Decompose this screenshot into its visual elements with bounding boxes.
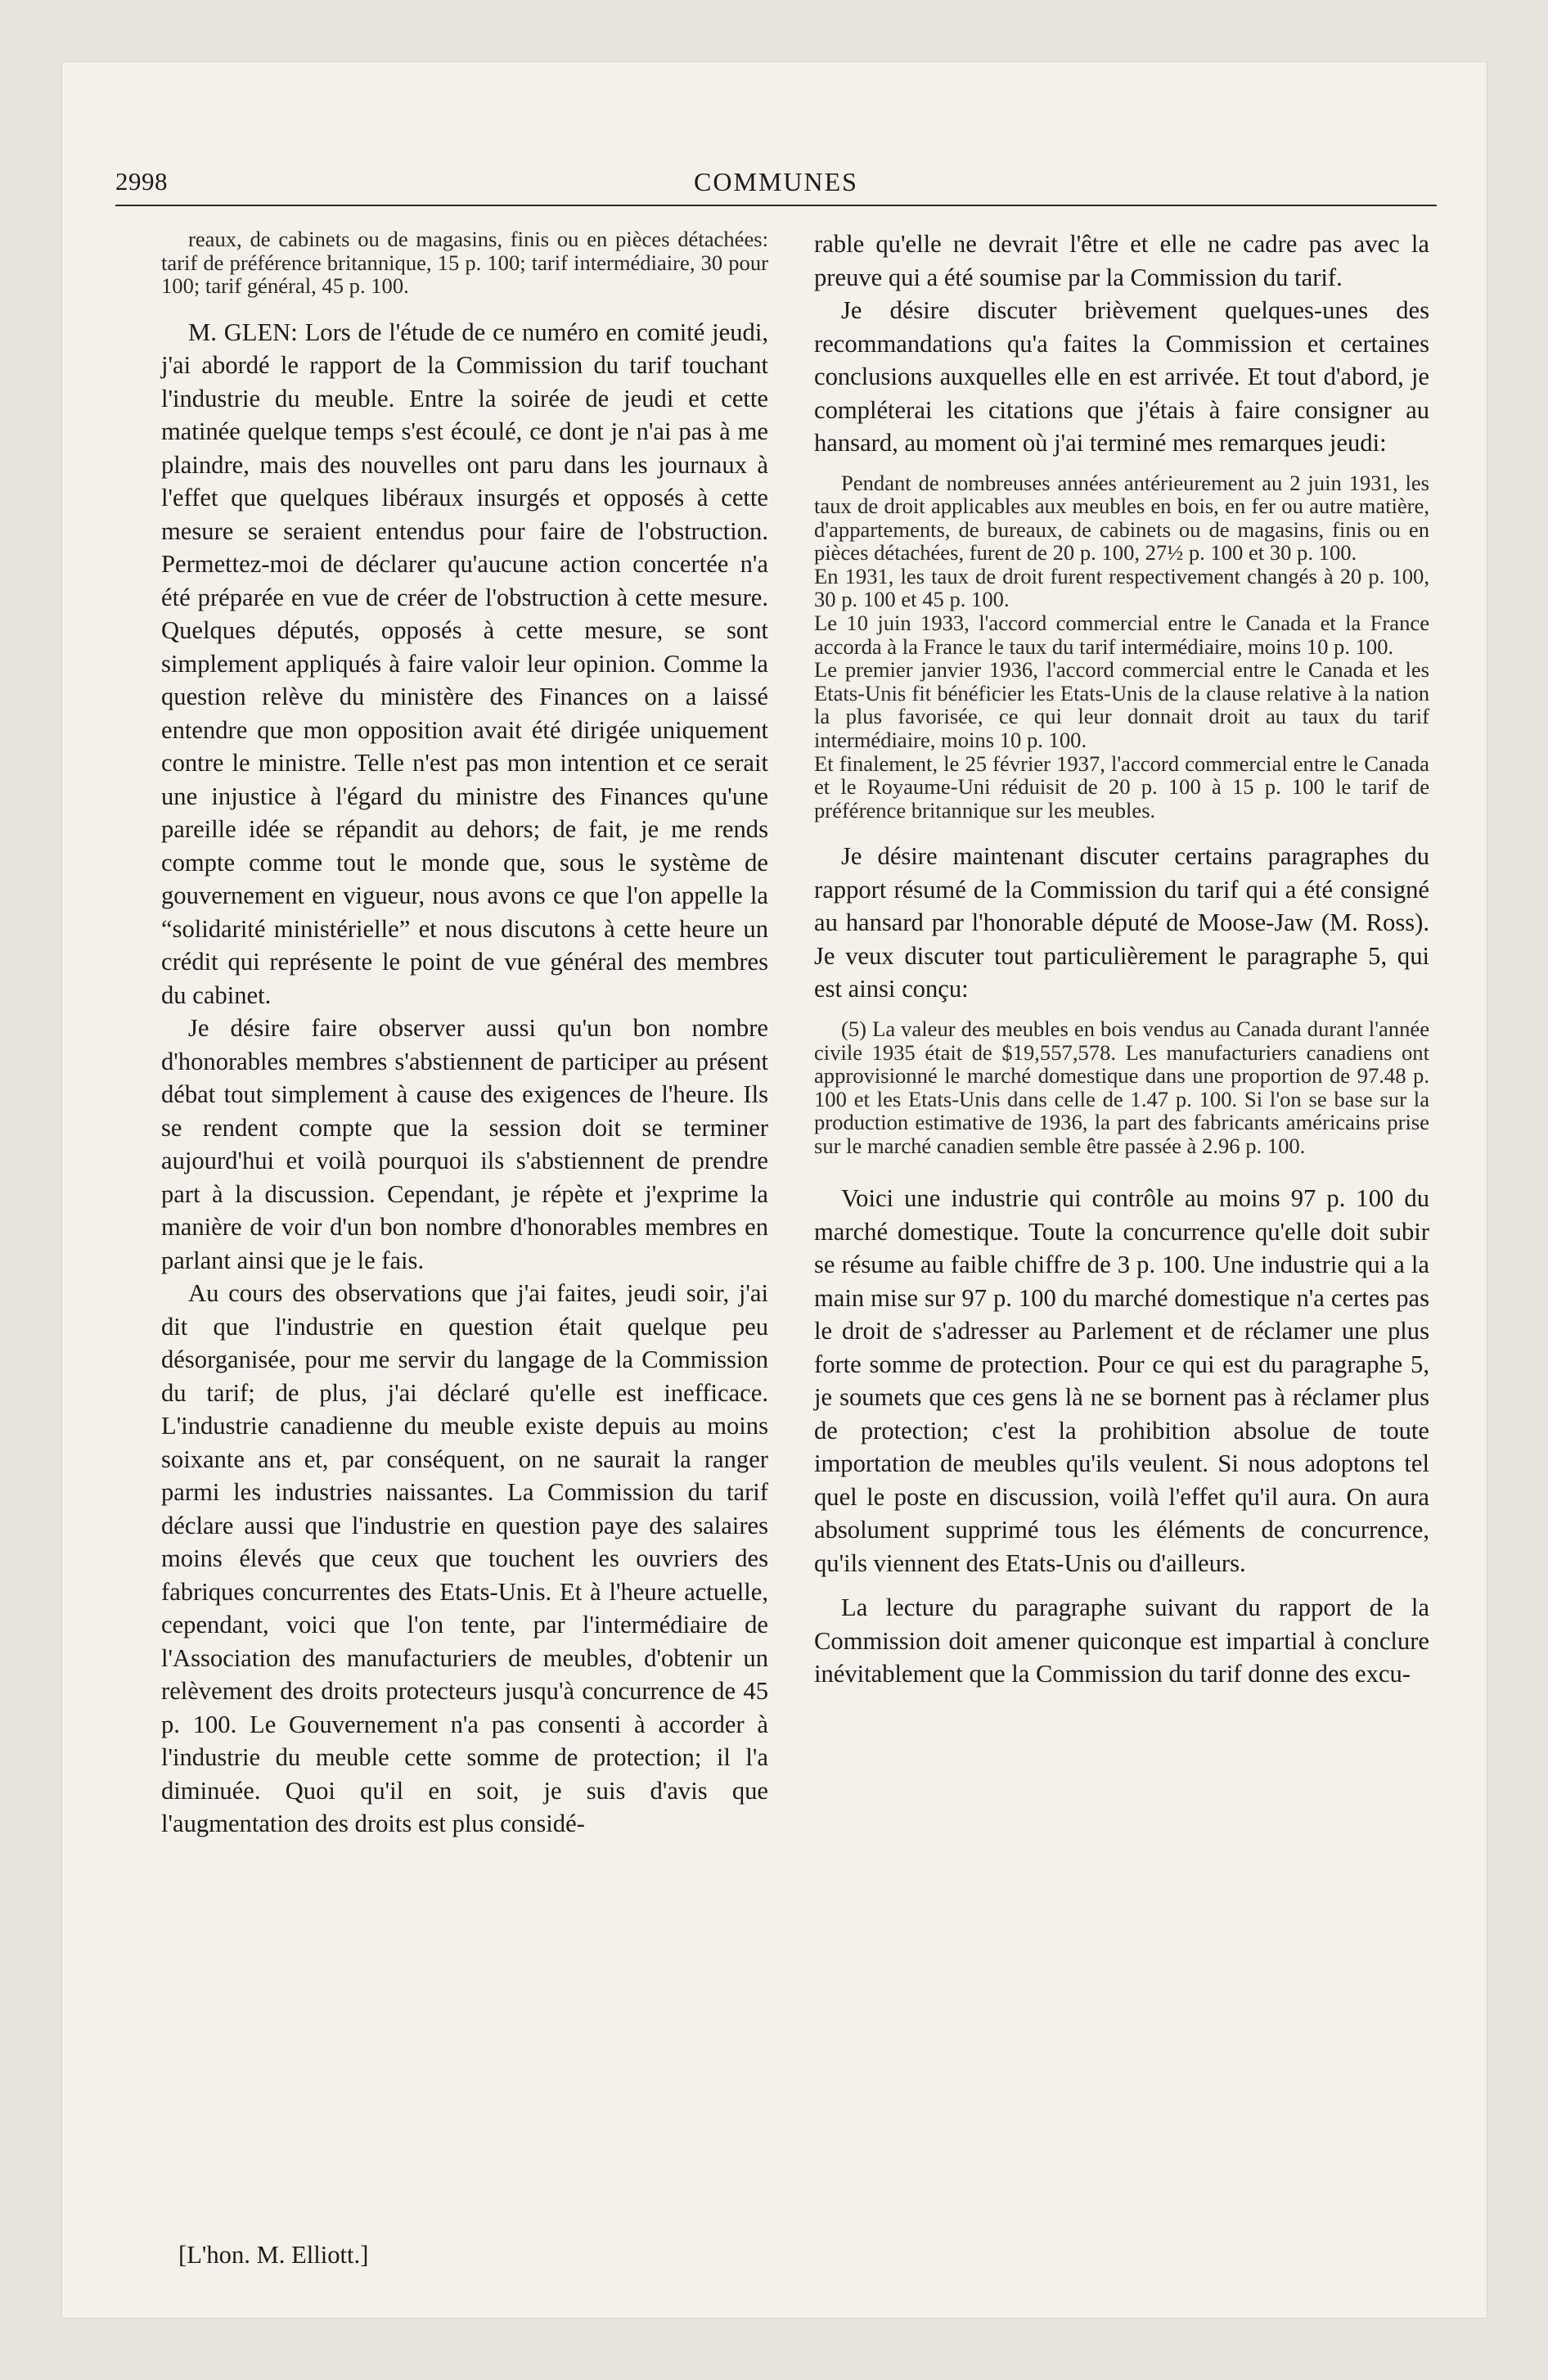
tariff-item-continuation: reaux, de cabinets ou de magasins, finis ou en pièces détachées: tarif de préférence britannique, 15 p. 100; tarif intermédiaire, 30 pour 100; tarif général, 45 p. 100. (161, 227, 768, 299)
page-header (115, 113, 1437, 211)
quote-paragraph: (5) La valeur des meubles en bois vendus au Canada durant l'année civile 1935 était de $19,557,578. Les manufacturiers canadiens ont approvisionné le marché domestique dans une proportion de 97.48 p. 100 et les Etats-Unis dans celle de 1.47 p. 100. Si l'on se base sur la production estimative de 1936, la part des fabricants américains prise sur le marché canadien semble être passée à 2.96 p. 100. (814, 1016, 1429, 1158)
speech-paragraph: Je désire faire observer aussi qu'un bon nombre d'honorables membres s'abstiennent de participer au présent débat tout simplement à cause des exigences de l'heure. Ils se rendent compte que la session doit se terminer aujourd'hui et voilà pourquoi ils s'abstiennent de prendre part à la discussion. Cependant, je répète et j'exprime la manière de voir d'un bon nombre d'honorables membres en parlant ainsi que je le fais. (161, 1014, 768, 1274)
page-number: 2998 (115, 167, 168, 196)
quote-paragraph: En 1931, les taux de droit furent respectivement changés à 20 p. 100, 30 p. 100 et 45 p. 100. (814, 563, 1429, 612)
right-column (814, 228, 1429, 1691)
left-column (161, 228, 768, 1841)
quote-paragraph: Le premier janvier 1936, l'accord commercial entre le Canada et les Etats-Unis fit bénéficier les Etats-Unis de la clause relative à la nation la plus favorisée, ce qui leur donnait droit au taux du tarif intermédiaire, moins 10 p. 100. (814, 657, 1429, 753)
speech-paragraph: Au cours des observations que j'ai faites, jeudi soir, j'ai dit que l'industrie en question était quelque peu désorganisée, pour me servir du langage de la Commission du tarif; de plus, j'ai déclaré qu'elle est inefficace. L'industrie canadienne du meuble existe depuis au moins soixante ans et, par conséquent, on ne saurait la ranger parmi les industries naissantes. La Commission du tarif déclare aussi que l'industrie en question paye des salaires moins élevés que ceux que touchent les ouvriers des fabriques concurrentes des Etats-Unis. Et à l'heure actuelle, cependant, voici que l'on tente, par l'intermédiaire de l'Association des manufacturiers de meubles, d'obtenir un relèvement des droits protecteurs jusqu'à concurrence de 45 p. 100. Le Gouvernement n'a pas consenti à accorder à l'industrie du meuble cette somme de protection; il l'a diminuée. Quoi qu'il en soit, je suis d'avis que l'augmentation des droits est plus considé- (161, 1279, 768, 1838)
quote-paragraph: Et finalement, le 25 février 1937, l'accord commercial entre le Canada et le Royaume-Uni réduisit de 20 p. 100 à 15 p. 100 le tarif de préférence britannique sur les meubles. (814, 751, 1429, 823)
header-rule (115, 205, 1437, 206)
quote-paragraph: Pendant de nombreuses années antérieurement au 2 juin 1931, les taux de droit applicables aux meubles en bois, en fer ou autre matière, d'appartements, de bureaux, de cabinets ou de magasins, finis ou en pièces détachées, furent de 20 p. 100, 27½ p. 100 et 30 p. 100. (814, 470, 1429, 566)
speaker-attribution: [L'hon. M. Elliott.] (178, 2241, 369, 2269)
speech-paragraph: Je désire discuter brièvement quelques-unes des recommandations qu'a faites la Commission et certaines conclusions auxquelles elle en est arrivée. Et tout d'abord, je compléterai les citations que j'étais à faire consigner au hansard, au moment où j'ai terminé mes remarques jeudi: (814, 296, 1429, 457)
speech-paragraph: La lecture du paragraphe suivant du rapport de la Commission doit amener quiconque est impartial à conclure inévitablement que la Commission du tarif donne des excu- (814, 1593, 1429, 1688)
speech-paragraph (161, 316, 768, 1012)
speech-paragraph: Voici une industrie qui contrôle au moins 97 p. 100 du marché domestique. Toute la concurrence qu'elle doit subir se résume au faible chiffre de 3 p. 100. Une industrie qui a la main mise sur 97 p. 100 du marché domestique n'a certes pas le droit de s'adresser au Parlement et de réclamer une plus forte somme de protection. Pour ce qui est du paragraphe 5, je soumets que ces gens là ne se bornent pas à réclamer plus de protection; c'est la prohibition absolue de toute importation de meubles qu'ils veulent. Si nous adoptons tel quel le poste en discussion, voilà l'effet qu'il aura. On aura absolument supprimé tous les éléments de concurrence, qu'ils viennent des Etats-Unis ou d'ailleurs. (814, 1184, 1429, 1577)
speech-paragraph: Je désire maintenant discuter certains paragraphes du rapport résumé de la Commission du tarif qui a été consigné au hansard par l'honorable député de Moose-Jaw (M. Ross). Je veux discuter tout particulièrement le paragraphe 5, qui est ainsi conçu: (814, 842, 1429, 1003)
speech-paragraph: rable qu'elle ne devrait l'être et elle ne cadre pas avec la preuve qui a été soumise par la Commission du tarif. (814, 230, 1429, 291)
speaker-name: M. GLEN: (188, 318, 298, 346)
block-quote (814, 471, 1429, 823)
speech-text: Lors de l'étude de ce numéro en comité jeudi, j'ai abordé le rapport de la Commission du tarif touchant l'industrie du meuble. Entre la soirée de jeudi et cette matinée quelque temps s'est écoulé, ce dont je n'ai pas à me plaindre, mais des nouvelles ont paru dans les journaux à l'effet que quelques libéraux insurgés et opposés à cette mesure se seraient entendus pour faire de l'obstruction. Permettez-moi de déclarer qu'aucune action concertée n'a été préparée en vue de créer de l'obstruction à cette mesure. Quelques députés, opposés à cette mesure, se sont simplement appliqués à faire valoir leur opinion. Comme la question relève du ministère des Finances on a laissé entendre que mon opposition avait été dirigée uniquement contre le ministre. Telle n'est pas mon intention et ce serait une injustice à l'égard du ministre des Finances qu'une pareille idée se répandit au dehors; de fait, je me rends compte comme tout le monde que, sous le système de gouvernement en vigueur, nous avons ce que l'on appelle la “solidarité ministérielle” et nous discutons à cette heure un crédit qui représente le point de vue général des membres du cabinet. (161, 318, 768, 1009)
running-title: COMMUNES (694, 167, 858, 196)
quote-paragraph: Le 10 juin 1933, l'accord commercial entre le Canada et la France accorda à la France le taux du tarif intermédiaire, moins 10 p. 100. (814, 611, 1429, 659)
